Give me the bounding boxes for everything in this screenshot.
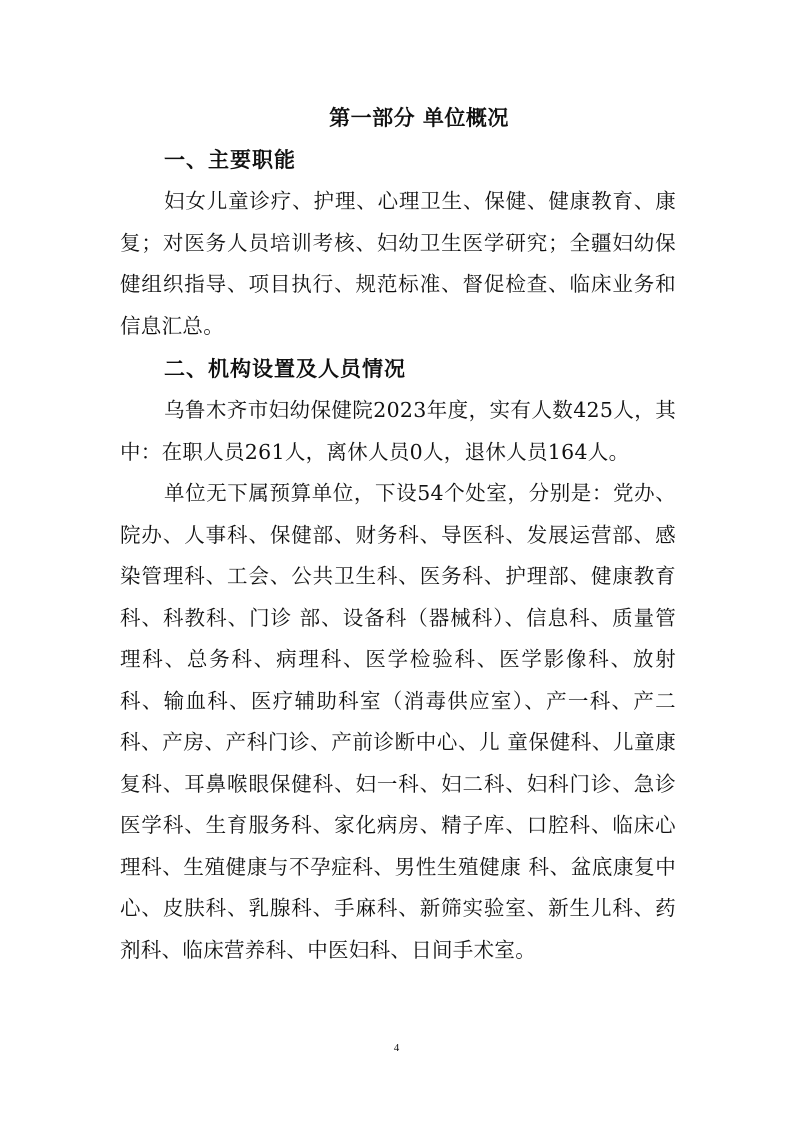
main-functions-paragraph: 妇女儿童诊疗、护理、心理卫生、保健、健康教育、康复；对医务人员培训考核、妇幼卫生医学研究；全疆妇幼保健组织指导、项目执行、规范标准、督促检查、临床业务和信息汇总。 xyxy=(120,189,676,338)
departments-paragraph: 单位无下属预算单位，下设54个处室，分别是：党办、院办、人事科、保健部、财务科、导医科、发展运营部、感染管理科、工会、公共卫生科、医务科、护理部、健康教育科、科教科、门诊 部、设备科（器械科）、信息科、质量管理科、总务科、病理科、医学检验科、医学影像科、放射科、输血科、医疗辅助科室（消毒供应室）、产一科、产二科、产房、产科门诊、产前诊断中心、儿 童保健科、儿童康复科、耳鼻喉眼保健科、妇一科、妇二科、妇科门诊、急诊医学科、生育服务科、家化病房、精子库、口腔科、临床心理科、生殖健康与不孕症科、男性生殖健康 科、盆底康复中心、皮肤科、乳腺科、手麻科、新筛实验室、新生儿科、药剂科、临床营养科、中医妇科、日间手术室。 xyxy=(120,481,676,962)
section-heading-organization: 二、机构设置及人员情况 xyxy=(164,357,406,381)
section-heading-main-functions: 一、主要职能 xyxy=(164,148,296,172)
part-title: 第一部分 单位概况 xyxy=(329,106,509,130)
page-number: 4 xyxy=(393,1042,400,1054)
staffing-paragraph: 乌鲁木齐市妇幼保健院2023年度，实有人数425人，其中：在职人员261人，离休人员0人，退休人员164人。 xyxy=(120,398,676,464)
